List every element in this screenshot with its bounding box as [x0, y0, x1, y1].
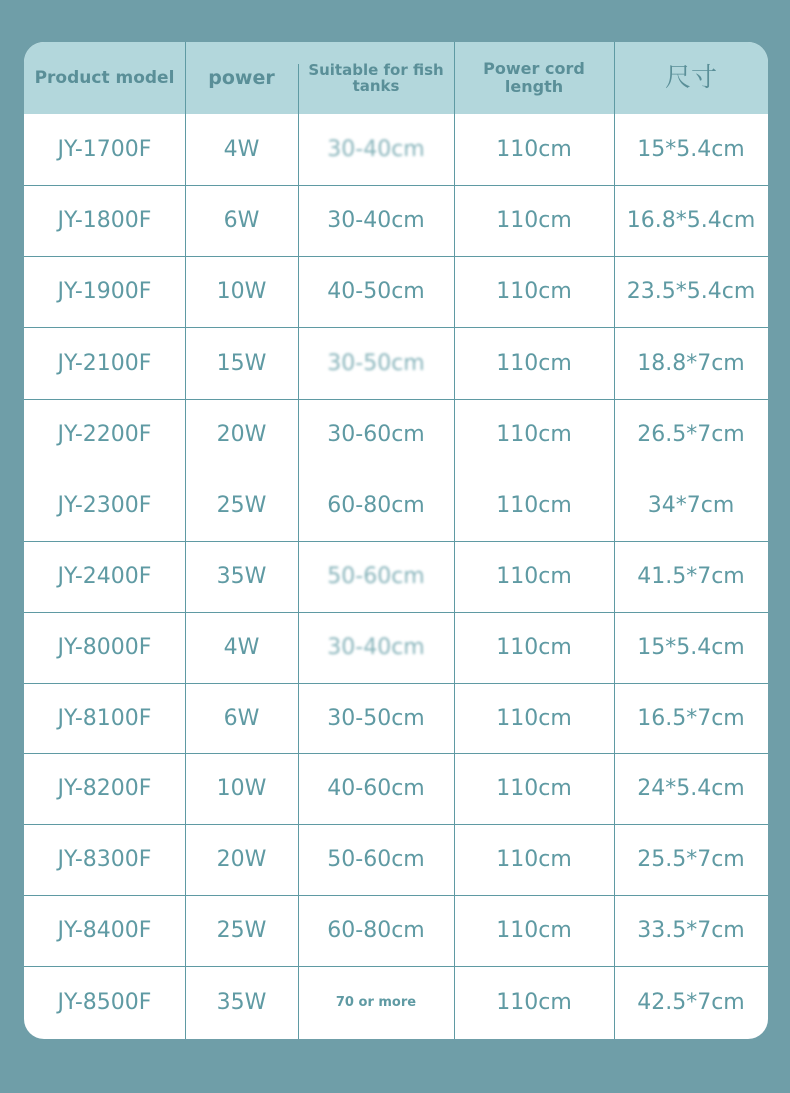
- row-divider: [24, 895, 768, 896]
- spec-table: [24, 42, 768, 1039]
- cell-model: JY-8500F: [57, 990, 152, 1015]
- cell-size: 42.5*7cm: [637, 990, 745, 1015]
- cell-cord-length: 110cm: [496, 918, 572, 943]
- cell-power: 6W: [223, 705, 260, 731]
- cell-cord-length: 110cm: [496, 635, 572, 660]
- cell-power: 35W: [216, 990, 267, 1015]
- cell-model: JY-1900F: [57, 279, 152, 304]
- cell-power: 4W: [223, 635, 260, 660]
- cell-size: 26.5*7cm: [637, 422, 745, 447]
- cell-size: 15*5.4cm: [637, 137, 745, 162]
- cell-power: 25W: [216, 918, 267, 943]
- row-divider: [24, 683, 768, 684]
- cell-cord-length: 110cm: [496, 705, 572, 731]
- row-divider: [24, 612, 768, 613]
- cell-model: JY-2300F: [57, 493, 152, 518]
- cell-size: 16.8*5.4cm: [626, 208, 756, 233]
- cell-model: JY-8400F: [57, 918, 152, 943]
- cell-power: 20W: [216, 422, 267, 447]
- cell-tank-size: 70 or more: [335, 995, 417, 1010]
- row-divider: [24, 966, 768, 967]
- cell-size: 41.5*7cm: [637, 564, 745, 589]
- row-divider: [24, 824, 768, 825]
- cell-cord-length: 110cm: [496, 350, 572, 376]
- cell-cord-length: 110cm: [496, 493, 572, 518]
- header-size: 尺寸: [664, 62, 717, 93]
- cell-power: 10W: [216, 776, 267, 801]
- cell-cord-length: 110cm: [496, 990, 572, 1015]
- row-divider: [24, 541, 768, 542]
- column-divider: [298, 64, 299, 1039]
- cell-power: 25W: [216, 493, 267, 518]
- cell-tank-size: 60-80cm: [327, 918, 425, 943]
- cell-size: 16.5*7cm: [637, 705, 745, 731]
- cell-size: 18.8*7cm: [637, 350, 745, 376]
- cell-model: JY-1800F: [57, 208, 152, 233]
- header-suitable-tanks: Suitable for fish tanks: [308, 60, 444, 95]
- cell-tank-size: 30-40cm: [327, 208, 425, 233]
- cell-power: 10W: [216, 279, 267, 304]
- cell-power: 20W: [216, 847, 267, 872]
- cell-power: 6W: [223, 208, 260, 233]
- cell-tank-size: 30-60cm: [327, 422, 425, 447]
- cell-tank-size: 50-60cm: [327, 564, 425, 589]
- row-divider: [24, 327, 768, 328]
- row-divider: [24, 256, 768, 257]
- row-divider: [24, 185, 768, 186]
- cell-cord-length: 110cm: [496, 208, 572, 233]
- cell-tank-size: 40-60cm: [327, 776, 425, 801]
- cell-tank-size: 40-50cm: [327, 279, 425, 304]
- column-divider: [454, 42, 455, 1039]
- cell-model: JY-2400F: [57, 564, 152, 589]
- cell-size: 23.5*5.4cm: [626, 279, 756, 304]
- header-power: power: [208, 66, 275, 89]
- cell-cord-length: 110cm: [496, 137, 572, 162]
- cell-size: 33.5*7cm: [637, 918, 745, 943]
- cell-model: JY-1700F: [57, 137, 152, 162]
- column-divider: [185, 42, 186, 1039]
- cell-size: 25.5*7cm: [637, 847, 745, 872]
- row-divider: [24, 399, 768, 400]
- cell-model: JY-8300F: [57, 847, 152, 872]
- cell-tank-size: 30-40cm: [327, 137, 425, 162]
- cell-size: 15*5.4cm: [637, 635, 745, 660]
- cell-model: JY-2200F: [57, 422, 152, 447]
- cell-power: 35W: [216, 564, 267, 589]
- column-divider: [614, 42, 615, 1039]
- cell-tank-size: 60-80cm: [327, 493, 425, 518]
- cell-power: 15W: [216, 350, 267, 376]
- cell-model: JY-8200F: [57, 776, 152, 801]
- cell-power: 4W: [223, 137, 260, 162]
- cell-size: 24*5.4cm: [637, 776, 745, 801]
- cell-model: JY-8100F: [57, 705, 152, 731]
- header-product-model: Product model: [34, 67, 175, 88]
- cell-tank-size: 30-50cm: [327, 350, 425, 376]
- header-power-cord-length: Power cord length: [483, 59, 585, 96]
- cell-model: JY-8000F: [57, 635, 152, 660]
- cell-cord-length: 110cm: [496, 847, 572, 872]
- cell-cord-length: 110cm: [496, 776, 572, 801]
- cell-tank-size: 50-60cm: [327, 847, 425, 872]
- cell-model: JY-2100F: [57, 350, 152, 376]
- table-header: [24, 42, 768, 114]
- cell-cord-length: 110cm: [496, 422, 572, 447]
- cell-tank-size: 30-40cm: [327, 635, 425, 660]
- row-divider: [24, 753, 768, 754]
- cell-cord-length: 110cm: [496, 564, 572, 589]
- cell-tank-size: 30-50cm: [327, 705, 425, 731]
- cell-size: 34*7cm: [647, 493, 735, 518]
- cell-cord-length: 110cm: [496, 279, 572, 304]
